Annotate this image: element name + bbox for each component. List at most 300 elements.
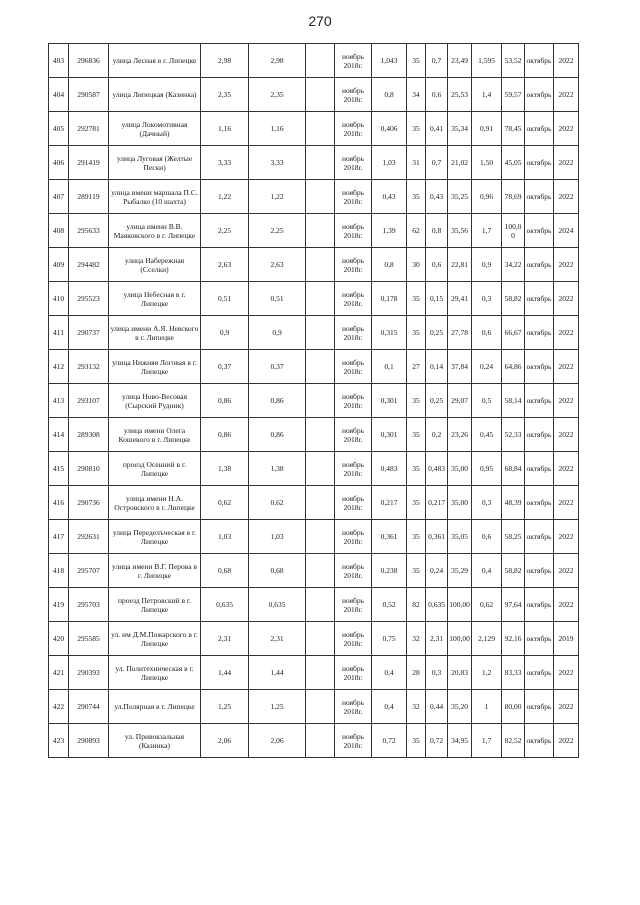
secondary-length-cell: 0,3 — [426, 656, 448, 690]
survey-date-cell: ноябрь 2018г. — [335, 44, 372, 78]
row-number-cell: 404 — [49, 78, 69, 112]
width-cell: 35 — [407, 452, 426, 486]
width-cell: 35 — [407, 112, 426, 146]
survey-date-cell: ноябрь 2018г. — [335, 588, 372, 622]
width-cell: 34 — [407, 78, 426, 112]
width-cell: 62 — [407, 214, 426, 248]
width-cell: 32 — [407, 690, 426, 724]
deadline-year-cell: 2022 — [554, 112, 579, 146]
percent-cell: 78,69 — [502, 180, 525, 214]
percent-cell: 78,45 — [502, 112, 525, 146]
area-percent-cell: 34,95 — [448, 724, 472, 758]
percent-cell: 82,52 — [502, 724, 525, 758]
survey-date-cell: ноябрь 2018г. — [335, 656, 372, 690]
table-row — [49, 520, 604, 554]
length-repeat-cell: 0,9 — [249, 316, 306, 350]
secondary-length-cell: 0,44 — [426, 690, 448, 724]
area-percent-cell: 23,49 — [448, 44, 472, 78]
empty-cell — [306, 690, 335, 724]
table-body — [49, 44, 604, 758]
area-percent-cell: 22,81 — [448, 248, 472, 282]
qtr-value-cell: 0,52 — [372, 588, 407, 622]
deadline-month-cell: октябрь — [525, 690, 554, 724]
survey-date-cell: ноябрь 2018г. — [335, 316, 372, 350]
deadline-month-cell: октябрь — [525, 78, 554, 112]
survey-date-cell: ноябрь 2018г. — [335, 78, 372, 112]
width-cell: 35 — [407, 554, 426, 588]
secondary-length-cell: 0,8 — [426, 214, 448, 248]
road-name-cell: улица Нижняя Логовая в г. Липецке — [109, 350, 201, 384]
width-cell: 30 — [407, 248, 426, 282]
width-cell: 27 — [407, 350, 426, 384]
length-repeat-cell: 2,31 — [249, 622, 306, 656]
qtr-value-cell: 0,72 — [372, 724, 407, 758]
deadline-year-cell: 2022 — [554, 316, 579, 350]
qtr-value-cell: 0,301 — [372, 384, 407, 418]
deadline-year-cell: 2022 — [554, 554, 579, 588]
width-cell: 35 — [407, 316, 426, 350]
area-value-cell: 0,91 — [472, 112, 502, 146]
empty-cell — [306, 656, 335, 690]
road-code-cell: 289308 — [69, 418, 109, 452]
width-cell: 32 — [407, 622, 426, 656]
qtr-value-cell: 1,39 — [372, 214, 407, 248]
percent-cell: 83,33 — [502, 656, 525, 690]
percent-cell: 53,52 — [502, 44, 525, 78]
table-row — [49, 486, 604, 520]
empty-cell — [306, 520, 335, 554]
width-cell: 35 — [407, 44, 426, 78]
percent-cell: 92,16 — [502, 622, 525, 656]
area-percent-cell: 29,07 — [448, 384, 472, 418]
qtr-value-cell: 0,75 — [372, 622, 407, 656]
length-cell: 0,86 — [201, 384, 249, 418]
empty-cell — [306, 452, 335, 486]
empty-cell — [306, 146, 335, 180]
row-number-cell: 417 — [49, 520, 69, 554]
percent-cell: 34,22 — [502, 248, 525, 282]
qtr-value-cell: 0,301 — [372, 418, 407, 452]
survey-date-cell: ноябрь 2018г. — [335, 146, 372, 180]
length-repeat-cell: 0,68 — [249, 554, 306, 588]
table-row — [49, 588, 604, 622]
area-percent-cell: 100,00 — [448, 588, 472, 622]
qtr-value-cell: 0,8 — [372, 248, 407, 282]
deadline-year-cell: 2022 — [554, 724, 579, 758]
road-code-cell: 290810 — [69, 452, 109, 486]
area-percent-cell: 29,41 — [448, 282, 472, 316]
length-repeat-cell: 0,37 — [249, 350, 306, 384]
length-cell: 2,31 — [201, 622, 249, 656]
area-percent-cell: 35,05 — [448, 520, 472, 554]
deadline-month-cell: октябрь — [525, 418, 554, 452]
percent-cell: 100,00 — [502, 214, 525, 248]
area-value-cell: 0,45 — [472, 418, 502, 452]
deadline-year-cell: 2022 — [554, 44, 579, 78]
qtr-value-cell: 0,8 — [372, 78, 407, 112]
row-number-cell: 413 — [49, 384, 69, 418]
road-code-cell: 295633 — [69, 214, 109, 248]
deadline-month-cell: октябрь — [525, 316, 554, 350]
road-code-cell: 290736 — [69, 486, 109, 520]
road-code-cell: 289119 — [69, 180, 109, 214]
empty-cell — [306, 78, 335, 112]
length-repeat-cell: 1,25 — [249, 690, 306, 724]
road-code-cell: 296836 — [69, 44, 109, 78]
row-number-cell: 403 — [49, 44, 69, 78]
empty-cell — [306, 282, 335, 316]
length-cell: 2,25 — [201, 214, 249, 248]
table-row — [49, 622, 604, 656]
deadline-month-cell: октябрь — [525, 452, 554, 486]
survey-date-cell: ноябрь 2018г. — [335, 248, 372, 282]
row-number-cell: 423 — [49, 724, 69, 758]
secondary-length-cell: 0,217 — [426, 486, 448, 520]
deadline-year-cell: 2022 — [554, 656, 579, 690]
area-value-cell: 0,5 — [472, 384, 502, 418]
length-cell: 1,44 — [201, 656, 249, 690]
length-repeat-cell: 1,03 — [249, 520, 306, 554]
page-number: 270 — [308, 13, 332, 29]
area-percent-cell: 35,00 — [448, 486, 472, 520]
width-cell: 35 — [407, 282, 426, 316]
row-number-cell: 418 — [49, 554, 69, 588]
percent-cell: 45,05 — [502, 146, 525, 180]
row-number-cell: 421 — [49, 656, 69, 690]
deadline-month-cell: октябрь — [525, 724, 554, 758]
percent-cell: 59,57 — [502, 78, 525, 112]
percent-cell: 58,25 — [502, 520, 525, 554]
row-number-cell: 411 — [49, 316, 69, 350]
area-value-cell: 0,62 — [472, 588, 502, 622]
deadline-month-cell: октябрь — [525, 350, 554, 384]
deadline-year-cell: 2019 — [554, 622, 579, 656]
deadline-year-cell: 2022 — [554, 486, 579, 520]
secondary-length-cell: 0,6 — [426, 248, 448, 282]
area-value-cell: 0,24 — [472, 350, 502, 384]
table-row — [49, 180, 604, 214]
area-percent-cell: 27,78 — [448, 316, 472, 350]
area-value-cell: 1,595 — [472, 44, 502, 78]
empty-cell — [306, 622, 335, 656]
road-name-cell: улица Лесная в г. Липецке — [109, 44, 201, 78]
road-code-cell: 290737 — [69, 316, 109, 350]
deadline-month-cell: октябрь — [525, 486, 554, 520]
row-number-cell: 412 — [49, 350, 69, 384]
row-number-cell: 406 — [49, 146, 69, 180]
qtr-value-cell: 0,483 — [372, 452, 407, 486]
percent-cell: 68,84 — [502, 452, 525, 486]
length-repeat-cell: 2,25 — [249, 214, 306, 248]
road-name-cell: ул. Политехническая в г. Липецке — [109, 656, 201, 690]
width-cell: 35 — [407, 418, 426, 452]
row-number-cell: 422 — [49, 690, 69, 724]
width-cell: 31 — [407, 146, 426, 180]
deadline-month-cell: октябрь — [525, 214, 554, 248]
qtr-value-cell: 1,03 — [372, 146, 407, 180]
deadline-month-cell: октябрь — [525, 180, 554, 214]
length-repeat-cell: 0,62 — [249, 486, 306, 520]
area-percent-cell: 35,29 — [448, 554, 472, 588]
road-code-cell: 292631 — [69, 520, 109, 554]
table-row — [49, 112, 604, 146]
road-name-cell: ул. Привокзальная (Казинка) — [109, 724, 201, 758]
qtr-value-cell: 0,406 — [372, 112, 407, 146]
deadline-year-cell: 2022 — [554, 384, 579, 418]
road-code-cell: 290393 — [69, 656, 109, 690]
qtr-value-cell: 1,043 — [372, 44, 407, 78]
length-cell: 0,51 — [201, 282, 249, 316]
deadline-year-cell: 2022 — [554, 282, 579, 316]
road-code-cell: 294482 — [69, 248, 109, 282]
deadline-year-cell: 2022 — [554, 690, 579, 724]
empty-cell — [306, 316, 335, 350]
row-number-cell: 419 — [49, 588, 69, 622]
secondary-length-cell: 2,31 — [426, 622, 448, 656]
deadline-year-cell: 2022 — [554, 452, 579, 486]
area-value-cell: 2,129 — [472, 622, 502, 656]
deadline-year-cell: 2022 — [554, 180, 579, 214]
secondary-length-cell: 0,6 — [426, 78, 448, 112]
length-cell: 1,38 — [201, 452, 249, 486]
road-name-cell: ул.Полярная в г. Липецке — [109, 690, 201, 724]
percent-cell: 58,82 — [502, 554, 525, 588]
road-code-cell: 292781 — [69, 112, 109, 146]
road-code-cell: 293132 — [69, 350, 109, 384]
road-name-cell: улица имени В.Г. Перова в г. Липецке — [109, 554, 201, 588]
qtr-value-cell: 0,361 — [372, 520, 407, 554]
table-row — [49, 656, 604, 690]
area-value-cell: 1 — [472, 690, 502, 724]
row-number-cell: 409 — [49, 248, 69, 282]
percent-cell: 97,64 — [502, 588, 525, 622]
road-name-cell: улица Луговая (Желтые Пески) — [109, 146, 201, 180]
area-percent-cell: 35,25 — [448, 180, 472, 214]
width-cell: 35 — [407, 724, 426, 758]
road-code-cell: 293107 — [69, 384, 109, 418]
area-percent-cell: 21,02 — [448, 146, 472, 180]
area-value-cell: 1,2 — [472, 656, 502, 690]
deadline-year-cell: 2022 — [554, 350, 579, 384]
length-cell: 2,35 — [201, 78, 249, 112]
table-row — [49, 384, 604, 418]
percent-cell: 80,00 — [502, 690, 525, 724]
table-row — [49, 452, 604, 486]
length-repeat-cell: 2,98 — [249, 44, 306, 78]
road-registry-table — [48, 43, 604, 758]
length-repeat-cell: 0,86 — [249, 384, 306, 418]
row-number-cell: 408 — [49, 214, 69, 248]
width-cell: 35 — [407, 180, 426, 214]
length-cell: 2,06 — [201, 724, 249, 758]
road-code-cell: 295585 — [69, 622, 109, 656]
width-cell: 82 — [407, 588, 426, 622]
empty-cell — [306, 180, 335, 214]
width-cell: 35 — [407, 384, 426, 418]
secondary-length-cell: 0,635 — [426, 588, 448, 622]
qtr-value-cell: 0,217 — [372, 486, 407, 520]
survey-date-cell: ноябрь 2018г. — [335, 690, 372, 724]
area-value-cell: 0,6 — [472, 520, 502, 554]
survey-date-cell: ноябрь 2018г. — [335, 724, 372, 758]
survey-date-cell: ноябрь 2018г. — [335, 486, 372, 520]
secondary-length-cell: 0,72 — [426, 724, 448, 758]
deadline-year-cell: 2022 — [554, 248, 579, 282]
row-number-cell: 410 — [49, 282, 69, 316]
road-code-cell: 295703 — [69, 588, 109, 622]
secondary-length-cell: 0,25 — [426, 316, 448, 350]
table-row — [49, 146, 604, 180]
percent-cell: 66,67 — [502, 316, 525, 350]
survey-date-cell: ноябрь 2018г. — [335, 282, 372, 316]
area-value-cell: 1,4 — [472, 78, 502, 112]
length-cell: 0,635 — [201, 588, 249, 622]
length-repeat-cell: 2,63 — [249, 248, 306, 282]
road-name-cell: улица Локомотивная (Дачный) — [109, 112, 201, 146]
road-code-cell: 290587 — [69, 78, 109, 112]
empty-cell — [306, 350, 335, 384]
area-percent-cell: 35,34 — [448, 112, 472, 146]
deadline-year-cell: 2024 — [554, 214, 579, 248]
area-percent-cell: 35,00 — [448, 452, 472, 486]
empty-cell — [306, 248, 335, 282]
survey-date-cell: ноябрь 2018г. — [335, 214, 372, 248]
table-row — [49, 350, 604, 384]
road-code-cell: 291419 — [69, 146, 109, 180]
deadline-month-cell: октябрь — [525, 248, 554, 282]
secondary-length-cell: 0,43 — [426, 180, 448, 214]
road-code-cell: 290744 — [69, 690, 109, 724]
area-value-cell: 1,50 — [472, 146, 502, 180]
road-name-cell: улица Переделъческая в г. Липецке — [109, 520, 201, 554]
survey-date-cell: ноябрь 2018г. — [335, 418, 372, 452]
width-cell: 35 — [407, 486, 426, 520]
deadline-month-cell: октябрь — [525, 44, 554, 78]
qtr-value-cell: 0,4 — [372, 656, 407, 690]
table-row — [49, 724, 604, 758]
road-name-cell: улица Ново-Весовая (Сырский Рудник) — [109, 384, 201, 418]
survey-date-cell: ноябрь 2018г. — [335, 452, 372, 486]
survey-date-cell: ноябрь 2018г. — [335, 622, 372, 656]
road-code-cell: 290893 — [69, 724, 109, 758]
row-number-cell: 420 — [49, 622, 69, 656]
length-cell: 1,03 — [201, 520, 249, 554]
deadline-year-cell: 2022 — [554, 588, 579, 622]
qtr-value-cell: 0,178 — [372, 282, 407, 316]
secondary-length-cell: 0,14 — [426, 350, 448, 384]
length-cell: 0,68 — [201, 554, 249, 588]
survey-date-cell: ноябрь 2018г. — [335, 350, 372, 384]
secondary-length-cell: 0,24 — [426, 554, 448, 588]
length-repeat-cell: 2,06 — [249, 724, 306, 758]
empty-cell — [306, 554, 335, 588]
road-name-cell: улица имени В.В. Маяковского в г. Липецке — [109, 214, 201, 248]
road-name-cell: улица Небесная в г. Липецке — [109, 282, 201, 316]
secondary-length-cell: 0,7 — [426, 146, 448, 180]
deadline-year-cell: 2022 — [554, 418, 579, 452]
length-cell: 2,63 — [201, 248, 249, 282]
table-row — [49, 282, 604, 316]
qtr-value-cell: 0,238 — [372, 554, 407, 588]
deadline-month-cell: октябрь — [525, 146, 554, 180]
row-number-cell: 414 — [49, 418, 69, 452]
secondary-length-cell: 0,483 — [426, 452, 448, 486]
deadline-month-cell: октябрь — [525, 112, 554, 146]
empty-cell — [306, 724, 335, 758]
percent-cell: 58,82 — [502, 282, 525, 316]
deadline-month-cell: октябрь — [525, 282, 554, 316]
area-percent-cell: 23,26 — [448, 418, 472, 452]
empty-cell — [306, 44, 335, 78]
empty-cell — [306, 214, 335, 248]
road-name-cell: проезд Осенний в г. Липецке — [109, 452, 201, 486]
row-number-cell: 405 — [49, 112, 69, 146]
area-value-cell: 0,3 — [472, 486, 502, 520]
width-cell: 35 — [407, 520, 426, 554]
table-row — [49, 316, 604, 350]
deadline-month-cell: октябрь — [525, 656, 554, 690]
survey-date-cell: ноябрь 2018г. — [335, 384, 372, 418]
road-name-cell: улица имени А.Я. Невского в г. Липецке — [109, 316, 201, 350]
length-repeat-cell: 0,86 — [249, 418, 306, 452]
area-value-cell: 0,96 — [472, 180, 502, 214]
area-percent-cell: 37,84 — [448, 350, 472, 384]
secondary-length-cell: 0,2 — [426, 418, 448, 452]
empty-cell — [306, 384, 335, 418]
secondary-length-cell: 0,41 — [426, 112, 448, 146]
percent-cell: 58,14 — [502, 384, 525, 418]
length-cell: 1,22 — [201, 180, 249, 214]
length-cell: 1,25 — [201, 690, 249, 724]
road-name-cell: улица Липецкая (Казинка) — [109, 78, 201, 112]
deadline-year-cell: 2022 — [554, 78, 579, 112]
percent-cell: 52,33 — [502, 418, 525, 452]
area-percent-cell: 35,56 — [448, 214, 472, 248]
empty-cell — [306, 418, 335, 452]
secondary-length-cell: 0,15 — [426, 282, 448, 316]
row-number-cell: 415 — [49, 452, 69, 486]
road-name-cell: улица имени маршала П.С. Рыбалко (10 шахта) — [109, 180, 201, 214]
percent-cell: 48,39 — [502, 486, 525, 520]
length-repeat-cell: 3,33 — [249, 146, 306, 180]
table-row — [49, 554, 604, 588]
table-row — [49, 44, 604, 78]
deadline-year-cell: 2022 — [554, 520, 579, 554]
qtr-value-cell: 0,1 — [372, 350, 407, 384]
table-row — [49, 78, 604, 112]
empty-cell — [306, 588, 335, 622]
length-repeat-cell: 1,22 — [249, 180, 306, 214]
length-repeat-cell: 1,16 — [249, 112, 306, 146]
deadline-year-cell: 2022 — [554, 146, 579, 180]
length-repeat-cell: 1,44 — [249, 656, 306, 690]
area-percent-cell: 25,53 — [448, 78, 472, 112]
deadline-month-cell: октябрь — [525, 520, 554, 554]
length-cell: 0,62 — [201, 486, 249, 520]
length-repeat-cell: 1,38 — [249, 452, 306, 486]
qtr-value-cell: 0,43 — [372, 180, 407, 214]
secondary-length-cell: 0,361 — [426, 520, 448, 554]
survey-date-cell: ноябрь 2018г. — [335, 112, 372, 146]
deadline-month-cell: октябрь — [525, 622, 554, 656]
area-value-cell: 0,6 — [472, 316, 502, 350]
empty-cell — [306, 112, 335, 146]
length-cell: 0,9 — [201, 316, 249, 350]
table-row — [49, 690, 604, 724]
qtr-value-cell: 0,315 — [372, 316, 407, 350]
length-cell: 1,16 — [201, 112, 249, 146]
length-cell: 2,98 — [201, 44, 249, 78]
